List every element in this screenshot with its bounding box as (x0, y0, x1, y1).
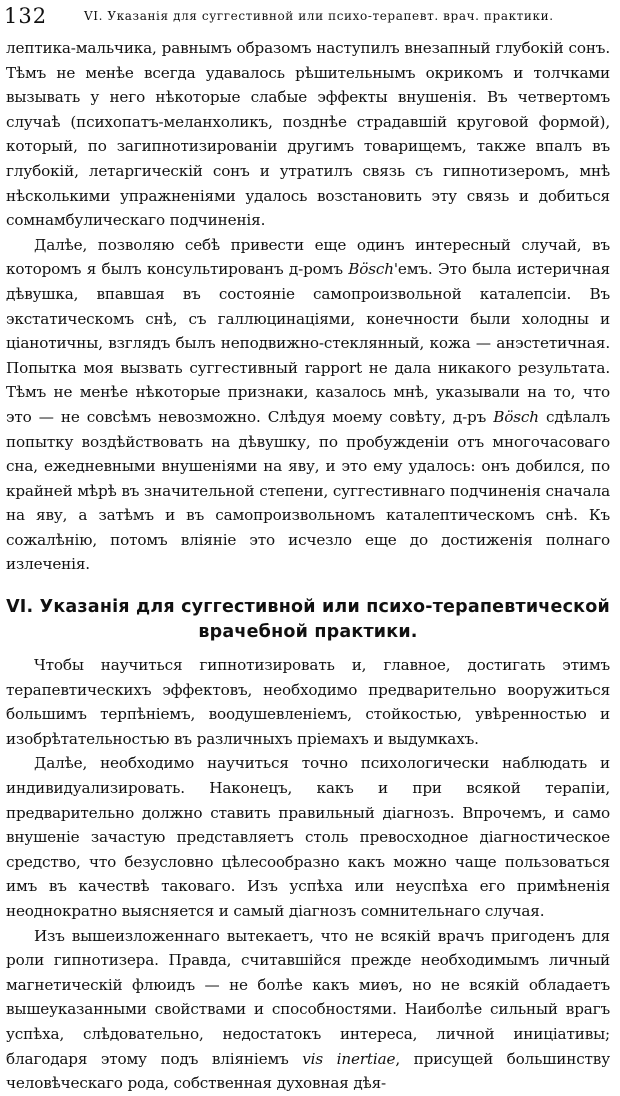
section-heading (6, 595, 610, 645)
text-run: сдѣлалъ попытку воздѣйствовать на дѣвушку, по пробужденіи отъ многочасоваго сна, ежедневными внушеніями на яву, и это ему удалось: онъ добился, по крайней мѣрѣ въ значительной степени, суггестивнаго подчиненія сначала на яву, а затѣмъ и въ самопроизвольномъ каталептическомъ снѣ. Къ сожалѣнію, потомъ вліяніе это исчезло еще до достиженія полнаго излеченія. (6, 407, 610, 574)
italic-run: Bösch (493, 407, 539, 426)
text-run: Чтобы научиться гипнотизировать и, главное, достигать этимъ терапевтическихъ эффектовъ, необходимо предварительно вооружиться большимъ терпѣніемъ, воодушевленіемъ, стойкостью, увѣренностью и изобрѣтательностью въ различныхъ пріемахъ и выдумкахъ. (6, 656, 610, 748)
text-run: , присущей большинству человѣческаго рода, собственная духовная дѣя- (6, 1049, 610, 1093)
paragraph (6, 36, 610, 233)
text-run: лептика-мальчика, равнымъ образомъ наступилъ внезапный глубокій сонъ. Тѣмъ не менѣе всегда удавалось рѣшительнымъ окрикомъ и толчками вызывать у него нѣкоторые слабые эффекты внушенія. Въ четвертомъ случаѣ (психопатъ-меланхоликъ, позднѣе страдавшій круговой формой), который, по загипнотизированіи другимъ товарищемъ, также впалъ въ глубокій, летаргическій сонъ и утратилъ связь съ гипнотизеромъ, мнѣ нѣсколькими упражненіями удалось возстановить эту связь и добиться сомнамбулическаго подчиненія. (6, 39, 610, 230)
section-heading-line-2: врачебной практики. (198, 622, 418, 643)
text-run: Изъ вышеизложеннаго вытекаетъ, что не всякій врачъ пригоденъ для роли гипнотизера. Правда, считавшійся прежде необходимымъ личный магнетическій флюидъ — не болѣе какъ миѳъ, но не всякій обладаетъ вышеуказанными свойствами и способностями. Наиболѣе сильный врагъ успѣха, слѣдовательно, недостатокъ интереса, личной иниціативы; благодаря этому подъ вліяніемъ (6, 926, 610, 1068)
running-title: VI. Указанія для суггестивной или психо-терапевт. врач. практики. (84, 9, 554, 23)
paragraph (6, 924, 610, 1096)
paragraph (6, 233, 610, 577)
text-block-after (6, 653, 610, 1096)
paragraph (6, 653, 610, 751)
text-run: 'емъ. Это была истеричная дѣвушка, впавшая въ состояніе самопроизвольной каталепсіи. Въ экстатическомъ снѣ, съ галлюцинаціями, конечности были холодны и ціанотичны, взглядъ былъ неподвижно-стеклянный, кожа — анэстетичная. Попытка моя вызвать суггестивный rapport не дала никакого результата. Тѣмъ не менѣе нѣкоторые признаки, казалось мнѣ, указывали на то, что это — не совсѣмъ невозможно. Слѣдуя моему совѣту, д-ръ (6, 260, 610, 426)
italic-run: vis inertiae (302, 1049, 396, 1068)
text-run: Далѣе, позволяю себѣ привести еще одинъ интересный случай, въ которомъ я былъ консультированъ д-ромъ (6, 235, 610, 279)
text-run: Далѣе, необходимо научиться точно психологически наблюдать и индивидуализировать. Наконецъ, какъ и при всякой терапіи, предварительно должно ставить правильный діагнозъ. Впрочемъ, и само внушеніе зачастую представляетъ столь превосходное діагностическое средство, что безусловно цѣлесообразно какъ можно чаще пользоваться имъ въ качествѣ таковаго. Изъ успѣха или неуспѣха его примѣненія неоднократно выясняется и самый діагнозъ сомнительнаго случая. (6, 754, 610, 920)
text-block-before (6, 36, 610, 577)
italic-run: Bösch (348, 260, 394, 279)
page-number: 132 (4, 4, 48, 28)
page-body (6, 36, 610, 1096)
section-heading-line-1: VI. Указанія для суггестивной или психо-терапевтической (6, 597, 610, 618)
paragraph (6, 751, 610, 923)
running-head (4, 4, 610, 30)
